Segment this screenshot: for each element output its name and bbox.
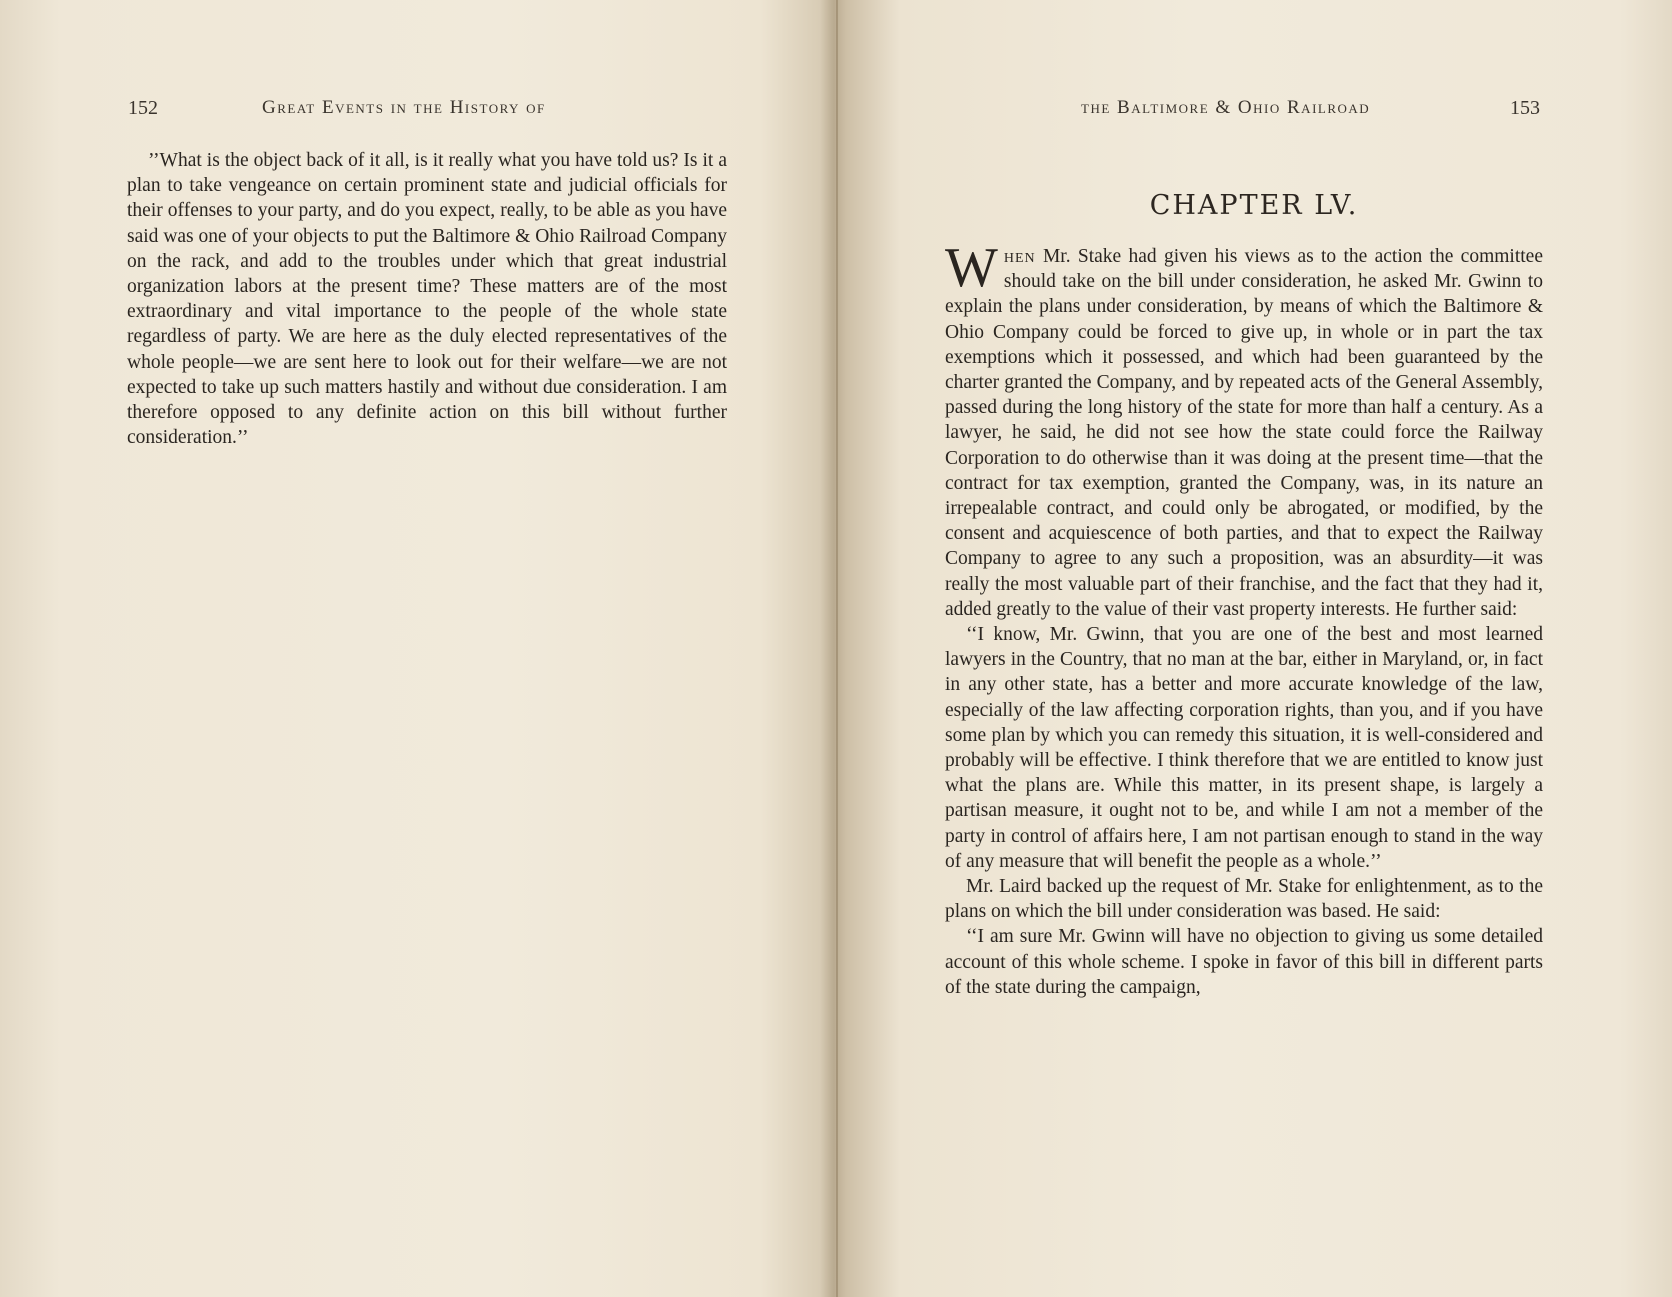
opening-paragraph	[945, 237, 1543, 622]
right-paragraph: ‘‘I am sure Mr. Gwinn will have no objection to giving us some detailed account of this whole scheme. I spoke in favor of this bill in different parts of the state during the campaign,	[945, 926, 1543, 998]
right-paragraph: Mr. Laird backed up the request of Mr. Stake for enlightenment, as to the plans on which the bill under consideration was based. He said:	[945, 876, 1543, 923]
right-paragraph: ‘‘I know, Mr. Gwinn, that you are one of the best and most learned lawyers in the Country, that no man at the bar, either in Maryland, or, in fact in any other state, has a better and more accurate knowledge of the law, especially of the law affecting corporation rights, than you, and if you have some plan by which you can remedy this situation, it is well-considered and probably will be effective. I think therefore that we are entitled to know just what the plans are. While this matter, in its present shape, is largely a partisan measure, it ought not to be, and while I am not a member of the party in control of affairs here, I am not partisan enough to stand in the way of any measure that will benefit the people as a whole.’’	[945, 624, 1543, 872]
chapter-title: CHAPTER LV.	[1149, 190, 1359, 221]
right-page-number: 153	[1510, 97, 1540, 119]
left-page-number: 152	[128, 97, 158, 119]
opening-paragraph-text: Mr. Stake had given his views as to the action the committee should take on the bill under consideration, he asked Mr. Gwinn to explain the plans under consideration, by means of which the Baltimore & Ohio Company could be forced to give up, in whole or in part the tax exemptions which it possessed, and which had been guaranteed by the charter granted the Company, and by repeated acts of the General Assembly, passed during the long history of the state for more than half a century. As a lawyer, he said, he did not see how the state could force the Railway Corporation to do otherwise than it was doing at the present time—that the contract for tax exemption, granted the Company, was, in its nature an irrepealable contract, and could only be abrogated, or modified, by the consent and acquiescence of both parties, and that to expect the Railway Company to agree to any such a proposition, was an absurdity—it was really the most valuable part of their franchise, and the fact that they had it, added greatly to the value of their vast property interests. He further said:	[945, 246, 1543, 620]
opening-word-rest: hen	[1003, 246, 1036, 267]
right-running-head	[1081, 97, 1370, 123]
left-body-text	[127, 148, 727, 450]
left-paragraph: ’’What is the object back of it all, is it really what you have told us? Is it a plan to take vengeance on certain prominent state and judicial officials for their offenses to your party, and do you expect, really, to be able as you have said was one of your objects to put the Baltimore & Ohio Railroad Company on the rack, and add to the troubles under which that great industrial organization labors at the present time? These matters are of the most extraordinary and vital importance to the people of the whole state regardless of party. We are here as the duly elected representatives of the whole people—we are sent here to look out for their welfare—we are not expected to take up such matters hastily and without due consideration. I am therefore opposed to any definite action on this bill without further consideration.’’	[127, 150, 727, 449]
left-running-head-text: Great Events in the History of	[262, 97, 546, 118]
drop-cap: W	[945, 237, 998, 299]
left-running-head	[262, 97, 546, 123]
right-running-head-text: the Baltimore & Ohio Railroad	[1081, 97, 1371, 118]
right-body-text	[945, 237, 1543, 1000]
right-page	[836, 0, 1672, 1297]
